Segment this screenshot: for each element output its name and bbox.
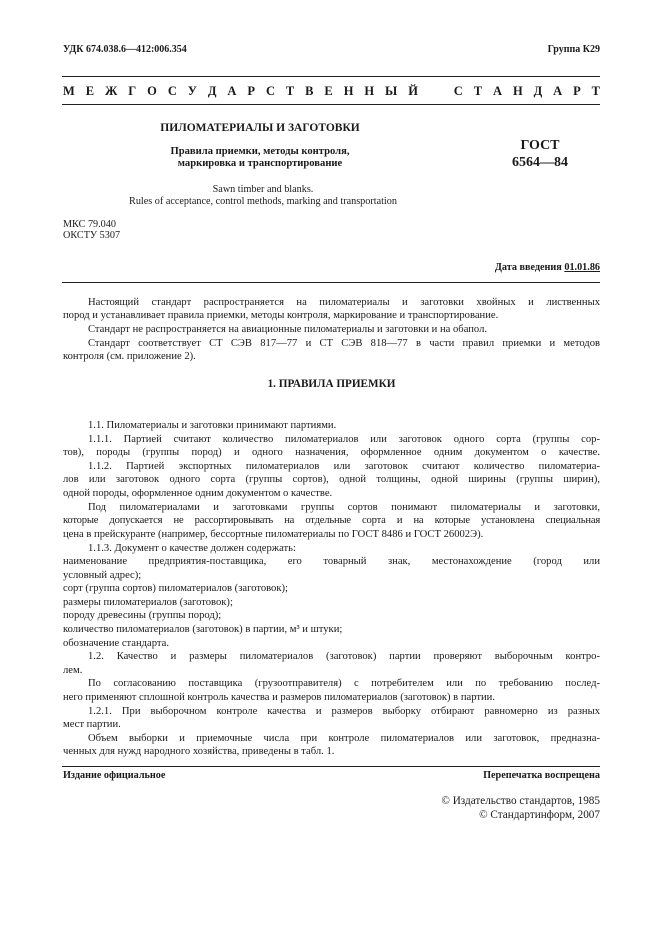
body-line: 1.1.1. Партией считают количество пиломатериалов или заготовок одного сорта (группы сор- [88,434,600,445]
body-line: Объем выборки и приемочные числа при контроле пиломатериалов или заготовок, предназна- [88,733,600,744]
intro-line: контроля (см. приложение 2). [63,351,196,362]
date-rule [62,282,600,283]
intro-line: пород и устанавливает правила приемки, методы контроля, маркирование и транспортирование. [63,310,499,321]
body-line: количество пиломатериалов (заготовок) в партии, м³ и штуки; [63,624,343,635]
copyright-1985: © Издательство стандартов, 1985 [441,795,600,807]
body-line: лов или заготовок одного сорта (группы сортов), одной толщины, одной ширины (группы ширин), [63,474,600,485]
body-line: породу древесины (группы пород); [63,610,222,621]
group-code: Группа К29 [547,44,600,55]
body-line: обозначение стандарта. [63,638,170,649]
body-line: тов), породы (группы пород) и одного назначения, оформленное одним документом о качестве. [63,447,600,458]
udc-code: УДК 674.038.6—412:006.354 [63,44,187,55]
body-line: 1.1.2. Партией экспортных пиломатериалов или заготовок считают количество пиломатериа- [88,461,600,472]
document-subtitle-1: Правила приемки, методы контроля, [170,146,350,157]
document-title: ПИЛОМАТЕРИАЛЫ И ЗАГОТОВКИ [160,122,360,134]
body-line: одной породы, оформленное одним документом о качестве. [63,488,333,499]
body-line: Под пиломатериалами и заготовками группы сортов понимают пиломатериалы и заготовки, [88,502,600,513]
top-rule [62,76,600,77]
body-line: цена в прейскуранте (например, бессортные пиломатериалы по ГОСТ 8486 и ГОСТ 26002Э). [63,529,484,540]
body-line: него применяют сплошной контроль качества и размеров пиломатериалов (заготовок) в партии. [63,692,495,703]
reprint-prohibited: Перепечатка воспрещена [483,770,600,781]
intro-line: Настоящий стандарт распространяется на пиломатериалы и заготовки хвойных и лиственных [88,297,600,308]
footer-rule [62,766,600,767]
body-line: ченных для нужд народного хозяйства, приведены в табл. 1. [63,746,335,757]
introduction-date: Дата введения 01.01.86 [494,262,600,273]
body-line: мест партии. [63,719,121,730]
mks-code: МКС 79.040 [63,219,116,230]
body-line: сорт (группа сортов) пиломатериалов (заготовок); [63,583,288,594]
body-line: 1.2. Качество и размеры пиломатериалов (заготовок) партии проверяют выборочным контро- [88,651,600,662]
gost-number: 6564—84 [512,155,568,170]
body-line: 1.2.1. При выборочном контроле качества и размеров выборку отбирают равномерно из разных [88,706,600,717]
body-line: условный адрес); [63,570,142,581]
body-line: размеры пиломатериалов (заготовок); [63,597,233,608]
intro-line: Стандарт соответствует СТ СЭВ 817—77 и СТ СЭВ 818—77 в части правил приемки и методов [88,338,600,349]
banner-bottom-rule [62,104,600,105]
body-line: лем. [63,665,83,676]
document-subtitle-2: маркировка и транспортирование [177,158,343,169]
gost-label: ГОСТ [520,138,560,153]
body-line: которые допускается не рассортировывать на отдельные сорта и на которые установлена специальная [63,515,600,526]
body-line: 1.1. Пиломатериалы и заготовки принимают партиями. [88,420,337,431]
english-title-1: Sawn timber and blanks. [212,184,314,195]
copyright-2007: © Стандартинформ, 2007 [479,809,600,821]
body-line: По согласованию поставщика (грузоотправителя) с потребителем или по требованию послед- [88,678,600,689]
official-edition: Издание официальное [63,770,166,781]
english-title-2: Rules of acceptance, control methods, marking and transportation [129,196,397,207]
okstu-code: ОКСТУ 5307 [63,230,121,241]
body-line: наименование предприятия-поставщика, его товарный знак, местонахождение (город или [63,556,600,567]
intro-line: Стандарт не распространяется на авиационные пиломатериалы и заготовки и на обапол. [88,324,488,335]
section-heading: 1. ПРАВИЛА ПРИЕМКИ [267,378,396,390]
interstate-standard-banner: М Е Ж Г О С У Д А Р С Т В Е Н Н Ы Й С Т А Н Д А Р Т [63,84,600,98]
body-line: 1.1.3. Документ о качестве должен содержать: [88,543,296,554]
